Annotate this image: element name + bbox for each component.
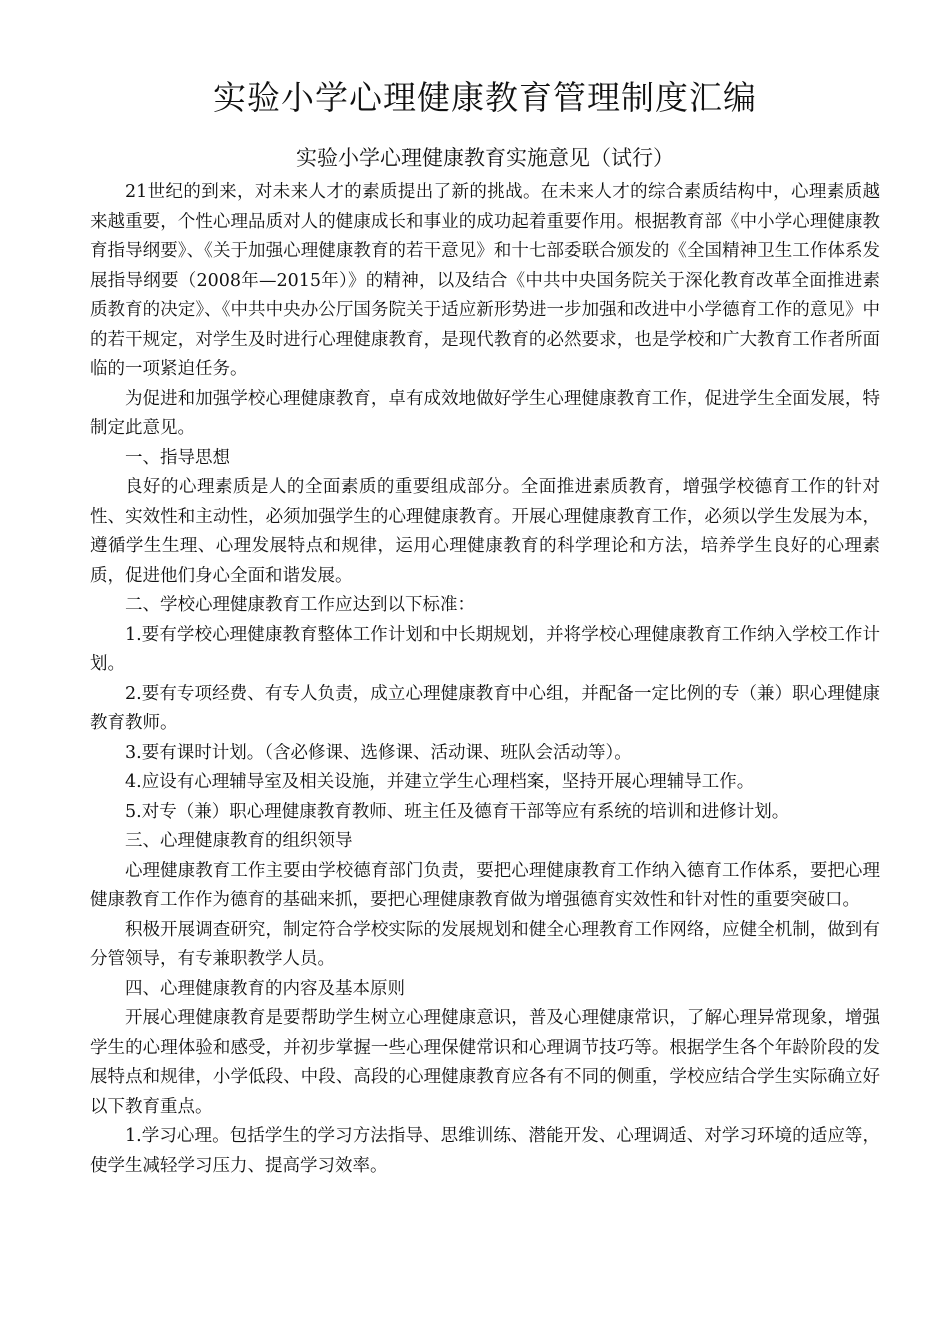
document-body [90, 178, 880, 1181]
section-heading-leadership: 三、心理健康教育的组织领导 [125, 831, 353, 851]
document-title: 实验小学心理健康教育管理制度汇编 [213, 78, 757, 117]
paragraph-intro: 21世纪的到来，对未来人才的素质提出了新的挑战。在未来人才的综合素质结构中，心理素质越来越重要，个性心理品质对人的健康成长和事业的成功起着重要作用。根据教育部《中小学心理健康教育指导纲要》、《关于加强心理健康教育的若干意见》和十七部委联合颁发的《全国精神卫生工作体系发展指导纲要（2008年—2015年）》的精神，以及结合《中共中央国务院关于深化教育改革全面推进素质教育的决定》、《中共中央办公厅国务院关于适应新形势进一步加强和改进中小学德育工作的意见》中的若干规定，对学生及时进行心理健康教育，是现代教育的必然要求，也是学校和广大教育工作者所面临的一项紧迫任务。 [90, 182, 880, 379]
paragraph-leadership-1: 心理健康教育工作主要由学校德育部门负责，要把心理健康教育工作纳入德育工作体系，要把心理健康教育工作作为德育的基础来抓，要把心理健康教育做为增强德育实效性和针对性的重要突破口。 [90, 860, 880, 910]
section-heading-guiding-ideology: 一、指导思想 [125, 447, 230, 468]
section-heading-content-principles: 四、心理健康教育的内容及基本原则 [125, 978, 405, 999]
paragraph-content-principles: 开展心理健康教育是要帮助学生树立心理健康意识，普及心理健康常识，了解心理异常现象，增强学生的心理体验和感受，并初步掌握一些心理保健常识和心理调节技巧等。根据学生各个年龄阶段的发展特点和规律，小学低段、中段、高段的心理健康教育应各有不同的侧重，学校应结合学生实际确立好以下教育重点。 [90, 1008, 880, 1117]
paragraph-guiding-ideology: 良好的心理素质是人的全面素质的重要组成部分。全面推进素质教育，增强学校德育工作的针对性、实效性和主动性，必须加强学生的心理健康教育。开展心理健康教育工作，必须以学生发展为本，遵循学生生理、心理发展特点和规律，运用心理健康教育的科学理论和方法，培养学生良好的心理素质，促进他们身心全面和谐发展。 [90, 477, 880, 586]
list-item-standard-3: 3.要有课时计划。（含必修课、选修课、活动课、班队会活动等）。 [125, 742, 632, 763]
document-page [90, 70, 880, 1181]
list-item-standard-5: 5.对专（兼）职心理健康教育教师、班主任及德育干部等应有系统的培训和进修计划。 [125, 801, 790, 822]
list-item-standard-2: 2.要有专项经费、有专人负责，成立心理健康教育中心组，并配备一定比例的专（兼）职心理健康教育教师。 [90, 683, 880, 733]
paragraph-leadership-2: 积极开展调查研究，制定符合学校实际的发展规划和健全心理教育工作网络，应健全机制，做到有分管领导，有专兼职教学人员。 [90, 919, 880, 969]
list-item-standard-4: 4.应设有心理辅导室及相关设施，并建立学生心理档案，坚持开展心理辅导工作。 [125, 772, 755, 792]
paragraph-purpose: 为促进和加强学校心理健康教育，卓有成效地做好学生心理健康教育工作，促进学生全面发展，特制定此意见。 [90, 388, 880, 438]
section-heading-standards: 二、学校心理健康教育工作应达到以下标准： [125, 595, 475, 615]
document-subtitle: 实验小学心理健康教育实施意见（试行） [296, 146, 674, 170]
list-item-learning-psychology: 1.学习心理。包括学生的学习方法指导、思维训练、潜能开发、心理调适、对学习环境的适应等，使学生减轻学习压力、提高学习效率。 [90, 1126, 880, 1176]
list-item-standard-1: 1.要有学校心理健康教育整体工作计划和中长期规划，并将学校心理健康教育工作纳入学校工作计划。 [90, 624, 880, 674]
